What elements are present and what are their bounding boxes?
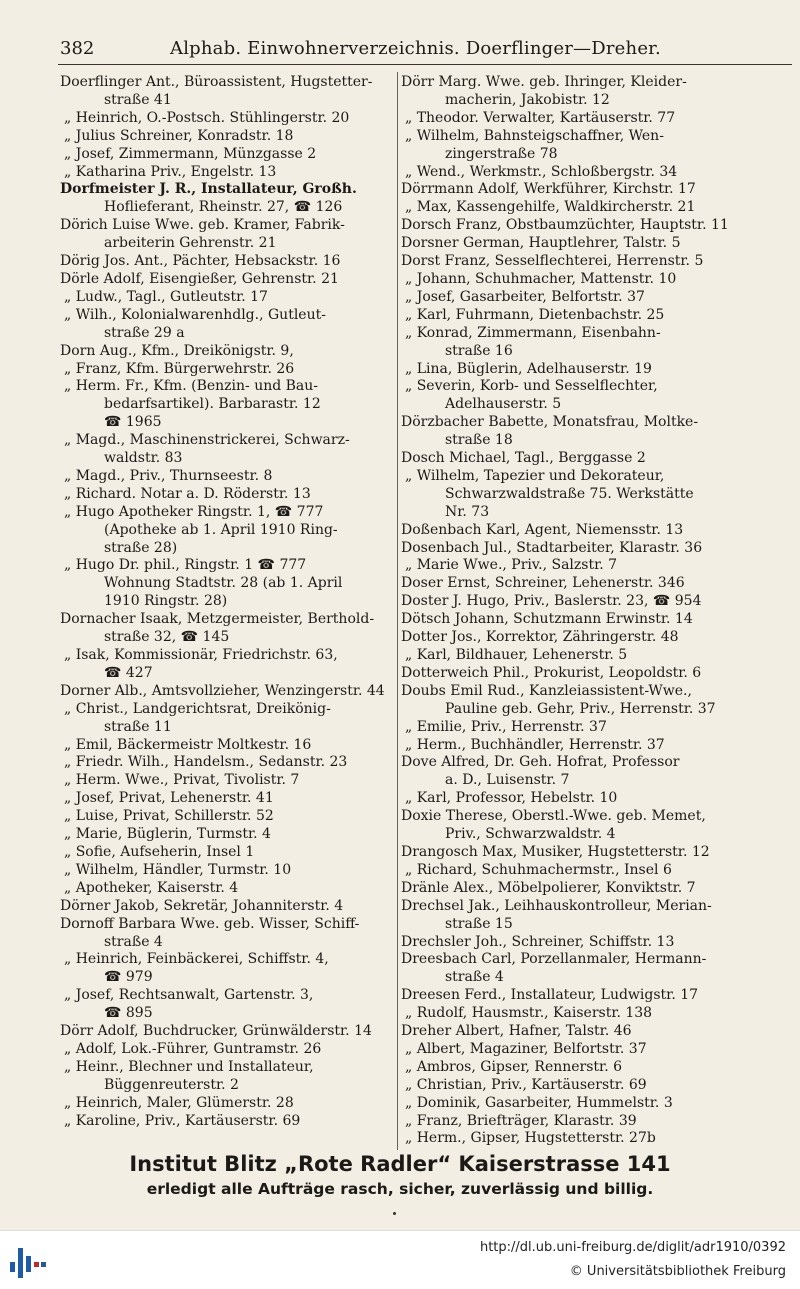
directory-entry-line: straße 32, ☎ 145 (104, 629, 230, 646)
directory-entry-line: Dornoff Barbara Wwe. geb. Wisser, Schiff- (60, 915, 360, 932)
directory-entry-line: Dreesbach Carl, Porzellanmaler, Hermann- (401, 951, 707, 968)
directory-entry-line: Dreesen Ferd., Installateur, Ludwigstr. 17 (401, 987, 699, 1004)
directory-entry-line: „ Hugo Dr. phil., Ringstr. 1 ☎ 777 (64, 557, 307, 574)
directory-entry-line: Drechsel Jak., Leihhauskontrolleur, Merian- (401, 897, 712, 914)
advertisement-line-1: Institut Blitz „Rote Radler“ Kaiserstrasse 141 (129, 1152, 671, 1176)
directory-entry-line: Dotterweich Phil., Prokurist, Leopoldstr. 6 (401, 664, 702, 681)
directory-entry-line: „ Herm. Wwe., Privat, Tivolistr. 7 (64, 772, 300, 789)
directory-entry-line: (Apotheke ab 1. April 1910 Ring- (104, 521, 338, 538)
directory-entry-line: Dörr Marg. Wwe. geb. Ihringer, Kleider- (401, 74, 687, 90)
directory-entry-line: Dorsner German, Hauptlehrer, Talstr. 5 (401, 235, 681, 252)
right-column (401, 74, 793, 1148)
directory-entry-line: „ Wilhelm, Tapezier und Dekorateur, (405, 467, 665, 484)
directory-entry-line: Priv., Schwarzwaldstr. 4 (445, 826, 616, 843)
page-dot (393, 1212, 396, 1215)
directory-entry-line: „ Albert, Magaziner, Belfortstr. 37 (405, 1040, 647, 1057)
directory-entry-line: „ Johann, Schuhmacher, Mattenstr. 10 (405, 270, 677, 287)
directory-entry-line: straße 4 (445, 969, 504, 986)
directory-entry-line: Drangosch Max, Musiker, Hugstetterstr. 12 (401, 843, 710, 860)
directory-entry-line: Dorst Franz, Sesselflechterei, Herrenstr. 5 (401, 253, 704, 270)
directory-entry-line: straße 11 (104, 718, 172, 735)
directory-entry-line: bedarfsartikel). Barbarastr. 12 (104, 396, 321, 413)
directory-entry-line: Dörr Adolf, Buchdrucker, Grünwälderstr. 14 (60, 1023, 372, 1040)
directory-entry-line: „ Wend., Werkmstr., Schloßbergstr. 34 (405, 163, 678, 180)
directory-entry-line: Wohnung Stadtstr. 28 (ab 1. April (104, 575, 343, 592)
page-header (58, 36, 788, 62)
directory-entry-line: Doxie Therese, Oberstl.-Wwe. geb. Memet, (401, 808, 706, 825)
directory-entry-line: macherin, Jakobistr. 12 (445, 91, 610, 108)
directory-entry-line: Drechsler Joh., Schreiner, Schiffstr. 13 (401, 933, 675, 950)
directory-entry-line: Hoflieferant, Rheinstr. 27, ☎ 126 (104, 199, 343, 216)
directory-entry-line: Doster J. Hugo, Priv., Baslerstr. 23, ☎ 954 (401, 593, 702, 610)
directory-entry-line: „ Katharina Priv., Engelstr. 13 (64, 163, 277, 180)
directory-entry-line: „ Sofie, Aufseherin, Insel 1 (64, 843, 255, 860)
document-url-link[interactable]: http://dl.ub.uni-freiburg.de/diglit/adr1910/0392 (479, 1240, 786, 1255)
directory-entry-line: „ Herm. Fr., Kfm. (Benzin- und Bau- (64, 378, 319, 395)
directory-entry-line: Dotter Jos., Korrektor, Zähringerstr. 48 (401, 629, 679, 646)
directory-entry-line: Dornacher Isaak, Metzgermeister, Berthold- (60, 611, 375, 628)
directory-entry-line: „ Apotheker, Kaiserstr. 4 (64, 879, 239, 896)
directory-entry-line: Doßenbach Karl, Agent, Niemensstr. 13 (401, 521, 684, 538)
directory-entry-line: „ Dominik, Gasarbeiter, Hummelstr. 3 (405, 1094, 673, 1111)
directory-entry-line: straße 4 (104, 933, 163, 950)
directory-entry-line: „ Karl, Fuhrmann, Dietenbachstr. 25 (405, 306, 665, 323)
directory-entry-line: „ Wilh., Kolonialwarenhdlg., Gutleut- (64, 306, 326, 323)
column-divider (397, 72, 398, 1150)
directory-entry-line: Dörich Luise Wwe. geb. Kramer, Fabrik- (60, 217, 345, 234)
directory-entry-line: Adelhauserstr. 5 (445, 396, 562, 413)
directory-entry-line: ☎ 979 (104, 969, 153, 986)
directory-entry-line: „ Luise, Privat, Schillerstr. 52 (64, 808, 274, 825)
directory-entry-line: straße 28) (104, 539, 178, 556)
directory-entry-line: „ Lina, Büglerin, Adelhauserstr. 19 (405, 360, 652, 377)
directory-entry-line: „ Theodor. Verwalter, Kartäuserstr. 77 (405, 109, 676, 126)
directory-entry-line: „ Emil, Bäckermeistr Moltkestr. 16 (64, 736, 312, 753)
directory-entry-line: straße 18 (445, 432, 513, 449)
directory-entry-line: 1910 Ringstr. 28) (104, 593, 228, 610)
directory-entry-line: Dörig Jos. Ant., Pächter, Hebsackstr. 16 (60, 253, 341, 270)
directory-entry-line: „ Hugo Apotheker Ringstr. 1, ☎ 777 (64, 503, 324, 520)
directory-entry-line: straße 16 (445, 342, 513, 359)
directory-entry-line: „ Josef, Rechtsanwalt, Gartenstr. 3, (64, 987, 314, 1004)
directory-entry-line: arbeiterin Gehrenstr. 21 (104, 235, 277, 252)
directory-entry-line: Dreher Albert, Hafner, Talstr. 46 (401, 1023, 632, 1040)
directory-entry-line: „ Severin, Korb- und Sesselflechter, (405, 378, 658, 395)
directory-entry-line: „ Max, Kassengehilfe, Waldkircherstr. 21 (405, 199, 696, 216)
viewer-footer-bar (0, 1230, 800, 1289)
directory-entry-line: „ Heinrich, O.-Postsch. Stühlingerstr. 20 (64, 109, 350, 126)
directory-entry-line: Schwarzwaldstraße 75. Werkstätte (445, 485, 694, 502)
directory-entry-line: straße 41 (104, 91, 172, 108)
directory-entry-line: Dorfmeister J. R., Installateur, Großh. (60, 181, 357, 198)
directory-entry-line: „ Friedr. Wilh., Handelsm., Sedanstr. 23 (64, 754, 348, 771)
directory-entry-line: „ Ambros, Gipser, Rennerstr. 6 (405, 1058, 623, 1075)
directory-entry-line: Nr. 73 (445, 503, 490, 520)
directory-entry-line: Dosenbach Jul., Stadtarbeiter, Klarastr. 36 (401, 539, 703, 556)
directory-entry-line: „ Josef, Gasarbeiter, Belfortstr. 37 (405, 288, 645, 305)
directory-entry-line: „ Karl, Bildhauer, Lehenerstr. 5 (405, 647, 628, 663)
directory-entry-line: Dorsch Franz, Obstbaumzüchter, Hauptstr. 11 (401, 217, 729, 234)
ub-freiburg-logo-icon[interactable] (8, 1240, 48, 1280)
directory-entry-line: „ Marie, Büglerin, Turmstr. 4 (64, 826, 271, 843)
directory-entry-line: „ Adolf, Lok.-Führer, Guntramstr. 26 (64, 1040, 322, 1057)
directory-entry-line: „ Christian, Priv., Kartäuserstr. 69 (405, 1076, 647, 1093)
directory-entry-line: „ Magd., Maschinenstrickerei, Schwarz- (64, 432, 350, 449)
directory-entry-line: „ Josef, Privat, Lehenerstr. 41 (64, 790, 274, 807)
directory-entry-line: straße 29 a (104, 324, 185, 341)
directory-entry-line: ☎ 427 (104, 664, 153, 681)
directory-entry-line: „ Konrad, Zimmermann, Eisenbahn- (405, 324, 661, 341)
directory-entry-line: „ Herm., Buchhändler, Herrenstr. 37 (405, 736, 665, 753)
directory-entry-line: „ Richard, Schuhmachermstr., Insel 6 (405, 861, 672, 878)
directory-entry-line: waldstr. 83 (104, 450, 183, 467)
directory-entry-line: „ Heinrich, Feinbäckerei, Schiffstr. 4, (64, 951, 329, 968)
directory-entry-line: „ Karoline, Priv., Kartäuserstr. 69 (64, 1112, 301, 1129)
left-column (60, 74, 395, 1130)
directory-entry-line: „ Karl, Professor, Hebelstr. 10 (405, 790, 618, 807)
directory-entry-line: Pauline geb. Gehr, Priv., Herrenstr. 37 (445, 700, 716, 717)
directory-entry-line: zingerstraße 78 (445, 145, 558, 162)
directory-entry-line: „ Isak, Kommissionär, Friedrichstr. 63, (64, 647, 338, 663)
directory-entry-line: ☎ 895 (104, 1005, 153, 1022)
directory-entry-line: „ Ludw., Tagl., Gutleutstr. 17 (64, 288, 268, 305)
directory-entry-line: Dörner Jakob, Sekretär, Johanniterstr. 4 (60, 897, 344, 914)
directory-entry-line: ☎ 1965 (104, 414, 162, 431)
directory-entry-line: Dötsch Johann, Schutzmann Erwinstr. 14 (401, 611, 693, 628)
directory-entry-line: „ Herm., Gipser, Hugstetterstr. 27b (405, 1130, 656, 1147)
directory-entry-line: Dörzbacher Babette, Monatsfrau, Moltke- (401, 414, 699, 431)
directory-entry-line: „ Marie Wwe., Priv., Salzstr. 7 (405, 557, 618, 574)
header-rule (58, 64, 792, 65)
directory-entry-line: straße 15 (445, 915, 513, 932)
directory-entry-line: „ Christ., Landgerichtsrat, Dreikönig- (64, 700, 331, 717)
directory-entry-line: Dove Alfred, Dr. Geh. Hofrat, Professor (401, 754, 680, 771)
directory-entry-line: „ Franz, Briefträger, Klarastr. 39 (405, 1112, 637, 1129)
directory-entry-line: Dosch Michael, Tagl., Berggasse 2 (401, 450, 646, 467)
directory-entry-line: „ Wilhelm, Bahnsteigschaffner, Wen- (405, 127, 664, 144)
directory-entry-line: „ Heinrich, Maler, Glümerstr. 28 (64, 1094, 294, 1111)
directory-entry-line: „ Heinr., Blechner und Installateur, (64, 1058, 314, 1075)
directory-entry-line: Büggenreuterstr. 2 (104, 1076, 239, 1093)
page-number: 382 (60, 38, 95, 59)
copyright-text: © Universitätsbibliothek Freiburg (569, 1264, 786, 1279)
directory-entry-line: „ Rudolf, Hausmstr., Kaiserstr. 138 (405, 1005, 653, 1022)
directory-entry-line: Dorn Aug., Kfm., Dreikönigstr. 9, (60, 342, 294, 359)
directory-entry-line: „ Emilie, Priv., Herrenstr. 37 (405, 718, 607, 735)
directory-entry-line: Dörle Adolf, Eisengießer, Gehrenstr. 21 (60, 270, 339, 287)
directory-entry-line: Dorner Alb., Amtsvollzieher, Wenzingerstr. 44 (60, 682, 385, 699)
directory-entry-line: Dörrmann Adolf, Werkführer, Kirchstr. 17 (401, 181, 696, 198)
directory-entry-line: Doser Ernst, Schreiner, Lehenerstr. 346 (401, 575, 685, 592)
directory-entry-line: „ Richard. Notar a. D. Röderstr. 13 (64, 485, 311, 502)
directory-entry-line: „ Magd., Priv., Thurnseestr. 8 (64, 467, 273, 484)
directory-entry-line: „ Franz, Kfm. Bürgerwehrstr. 26 (64, 360, 295, 377)
page-title: Alphab. Einwohnerverzeichnis. Doerflinger—Dreher. (170, 38, 661, 59)
directory-entry-line: Doerflinger Ant., Büroassistent, Hugstetter- (60, 74, 373, 90)
directory-entry-line: Doubs Emil Rud., Kanzleiassistent-Wwe., (401, 682, 692, 699)
directory-entry-line: „ Wilhelm, Händler, Turmstr. 10 (64, 861, 292, 878)
advertisement-line-2: erledigt alle Aufträge rasch, sicher, zuverlässig und billig. (146, 1180, 654, 1198)
directory-entry-line: Dränle Alex., Möbelpolierer, Konviktstr. 7 (401, 879, 696, 896)
directory-entry-line: a. D., Luisenstr. 7 (445, 772, 570, 789)
directory-entry-line: „ Julius Schreiner, Konradstr. 18 (64, 127, 294, 144)
directory-entry-line: „ Josef, Zimmermann, Münzgasse 2 (64, 145, 317, 162)
